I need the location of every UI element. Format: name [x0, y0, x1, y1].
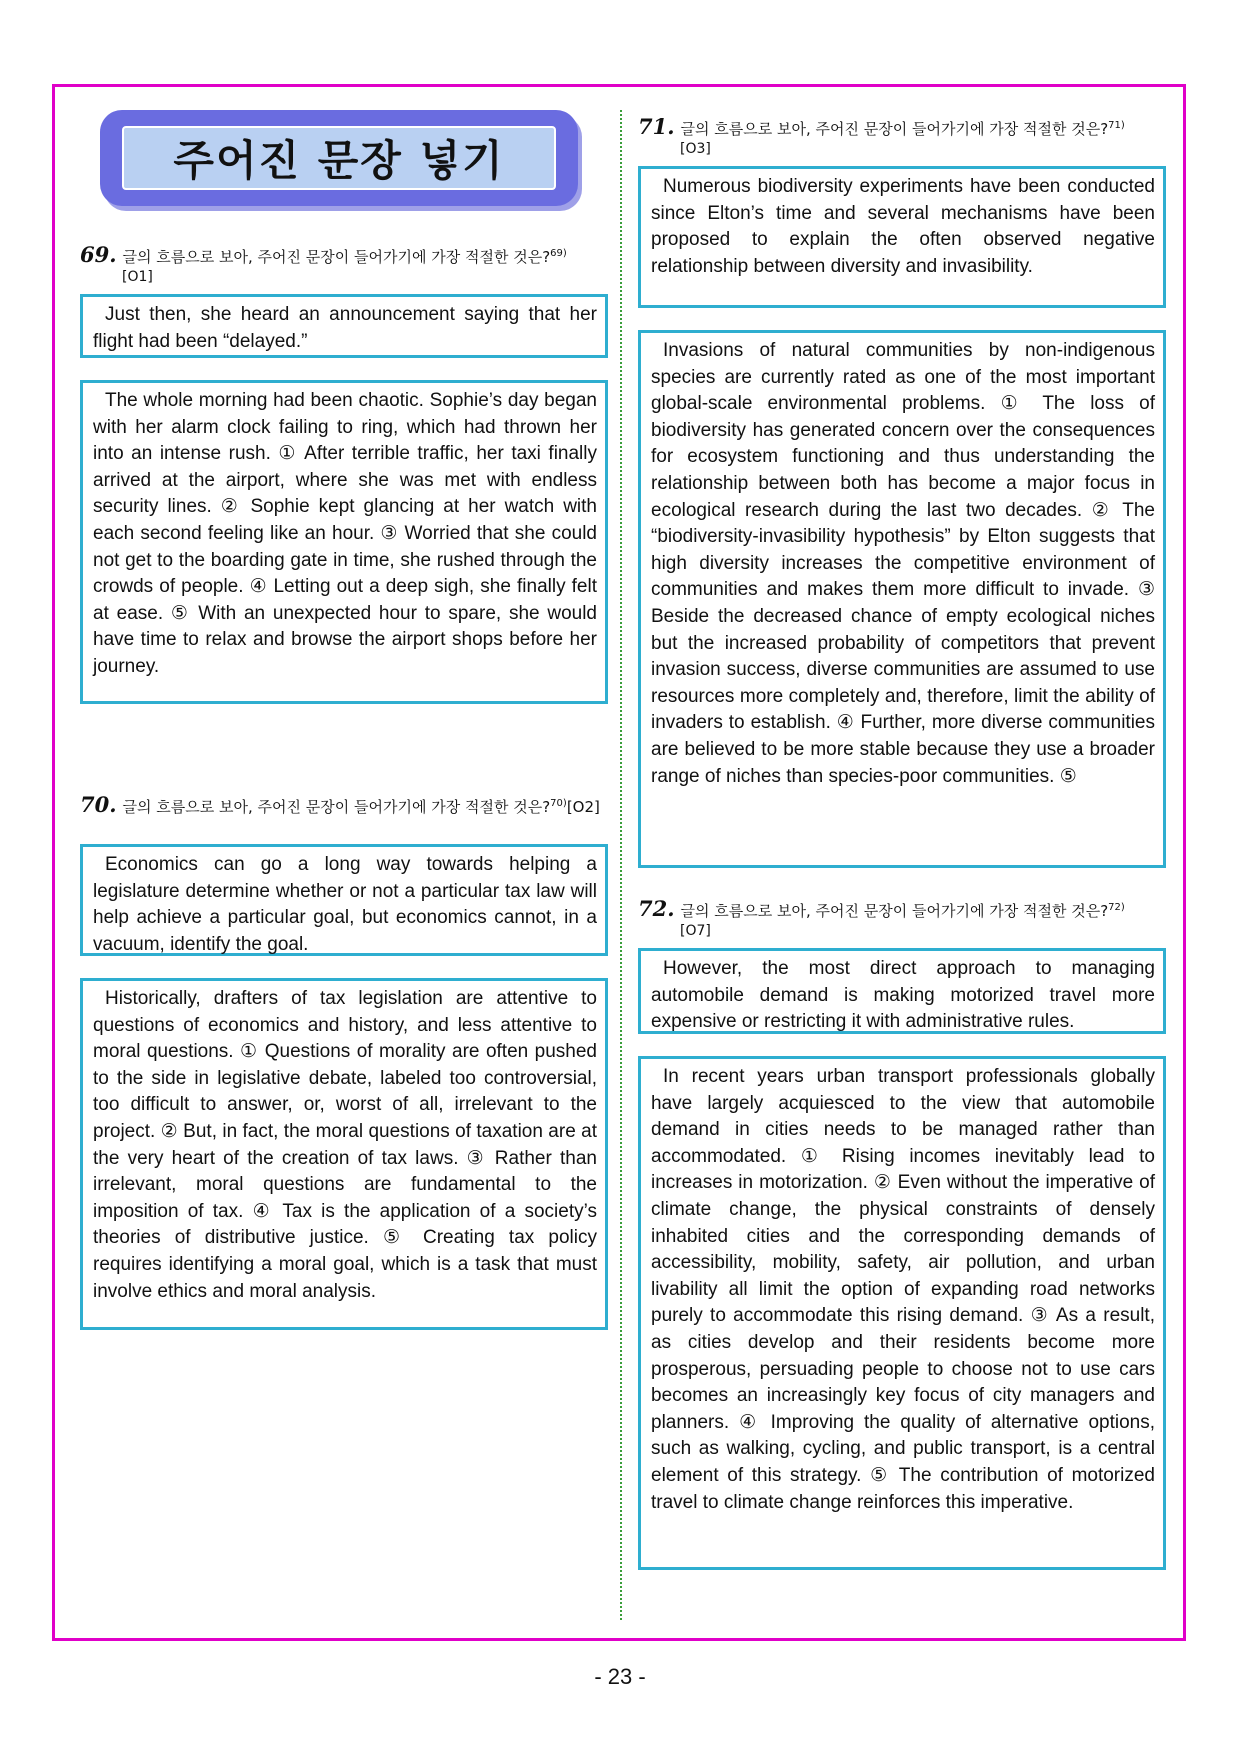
- question-prompt: 글의 흐름으로 보아, 주어진 문장이 들어가기에 가장 적절한 것은?: [122, 248, 551, 266]
- given-sentence-text: Just then, she heard an announcement saying that her flight had been “delayed.”: [93, 304, 597, 352]
- question-code: [O7]: [680, 923, 711, 939]
- question-71-passage: [638, 330, 1166, 868]
- section-title-badge: [100, 110, 578, 206]
- footnote-ref: 72): [1108, 902, 1125, 913]
- passage-text: In recent years urban transport professionals globally have largely acquiesced to the view that automobile demand in cities needs to be managed rather than accommodated. ① Rising incomes inevitably lead to increases in motorization. ② Even without the imperative of climate change, the physical constraints of densely inhabited cities and the corresponding demands of accessibility, mobility, safety, air pollution, and urban livability all limit the option of expanding road networks purely to accommodate this rising demand. ③ As a result, as cities develop and their residents become more prosperous, persuading people to choose not to use cars becomes an increasingly key focus of city managers and planners. ④ Improving the quality of alternative options, such as walking, cycling, and public transport, is a central element of this strategy. ⑤ The contribution of motorized travel to climate change reinforces this imperative.: [651, 1066, 1155, 1513]
- footnote-ref: 71): [1108, 120, 1125, 131]
- question-number: 71.: [638, 114, 675, 139]
- question-70-given-sentence: [80, 844, 608, 956]
- question-72-given-sentence: [638, 948, 1166, 1034]
- question-71-given-sentence: [638, 166, 1166, 308]
- question-72-passage: [638, 1056, 1166, 1570]
- question-number: 72.: [638, 896, 675, 921]
- question-number: 69.: [80, 242, 117, 267]
- question-code: [O3]: [680, 141, 711, 157]
- footnote-ref: 69): [550, 248, 567, 259]
- question-71-header: [638, 116, 1168, 159]
- question-70-header: [80, 794, 610, 817]
- page-number: - 23 -: [594, 1664, 646, 1689]
- question-70-passage: [80, 978, 608, 1330]
- given-sentence-text: Economics can go a long way towards helping a legislature determine whether or not a particular tax law will help achieve a particular goal, but economics cannot, in a vacuum, identify the goal.: [93, 854, 597, 955]
- question-72-header: [638, 898, 1168, 941]
- question-69-passage: [80, 380, 608, 704]
- question-69-given-sentence: [80, 294, 608, 358]
- given-sentence-text: However, the most direct approach to managing automobile demand is making motorized travel more expensive or restricting it with administrative rules.: [651, 958, 1155, 1033]
- given-sentence-text: Numerous biodiversity experiments have been conducted since Elton’s time and several mechanisms have been proposed to explain the often observed negative relationship between diversity and invasibility.: [651, 176, 1155, 277]
- question-code: [O1]: [122, 269, 153, 285]
- question-prompt: 글의 흐름으로 보아, 주어진 문장이 들어가기에 가장 적절한 것은?: [122, 798, 551, 816]
- question-prompt: 글의 흐름으로 보아, 주어진 문장이 들어가기에 가장 적절한 것은?: [680, 902, 1109, 920]
- question-number: 70.: [80, 792, 117, 817]
- footnote-ref: 70): [550, 798, 567, 809]
- passage-text: Invasions of natural communities by non-indigenous species are currently rated as one of the most important global-scale environmental problems. ① The loss of biodiversity has generated concern over the consequences for ecosystem functioning and thus understanding the relationship between both has become a major focus in ecological research during the last two decades. ② The “biodiversity-invasibility hypothesis” by Elton suggests that high diversity increases the competitive environment of communities and makes them more difficult to invade. ③ Beside the decreased chance of empty ecological niches but the increased probability of competitors that prevent invasion success, diverse communities are assumed to use resources more completely and, therefore, limit the ability of invaders to establish. ④ Further, more diverse communities are believed to be more stable because they use a broader range of niches than species-poor communities. ⑤: [651, 340, 1155, 787]
- section-title: 주어진 문장 넣기: [122, 126, 556, 190]
- question-code: [O2]: [566, 798, 600, 816]
- passage-text: Historically, drafters of tax legislation are attentive to questions of economics and history, and less attentive to moral questions. ① Questions of morality are often pushed to the side in legislative debate, labeled too controversial, too difficult to answer, or, worst of all, irrelevant to the project. ② But, in fact, the moral questions of taxation are at the very heart of the creation of tax laws. ③ Rather than irrelevant, moral questions are fundamental to the imposition of tax. ④ Tax is the application of a society’s theories of distributive justice. ⑤ Creating tax policy requires identifying a moral goal, which is a task that must involve ethics and moral analysis.: [93, 988, 597, 1302]
- question-prompt: 글의 흐름으로 보아, 주어진 문장이 들어가기에 가장 적절한 것은?: [680, 120, 1109, 138]
- question-69-header: [80, 244, 610, 287]
- column-divider: [620, 110, 622, 1620]
- passage-text: The whole morning had been chaotic. Sophie’s day began with her alarm clock failing to ring, which had thrown her into an intense rush. ① After terrible traffic, her taxi finally arrived at the airport, where she was met with endless security lines. ② Sophie kept glancing at her watch with each second feeling like an hour. ③ Worried that she could not get to the boarding gate in time, she rushed through the crowds of people. ④ Letting out a deep sigh, she finally felt at ease. ⑤ With an unexpected hour to spare, she would have time to relax and browse the airport shops before her journey.: [93, 390, 597, 677]
